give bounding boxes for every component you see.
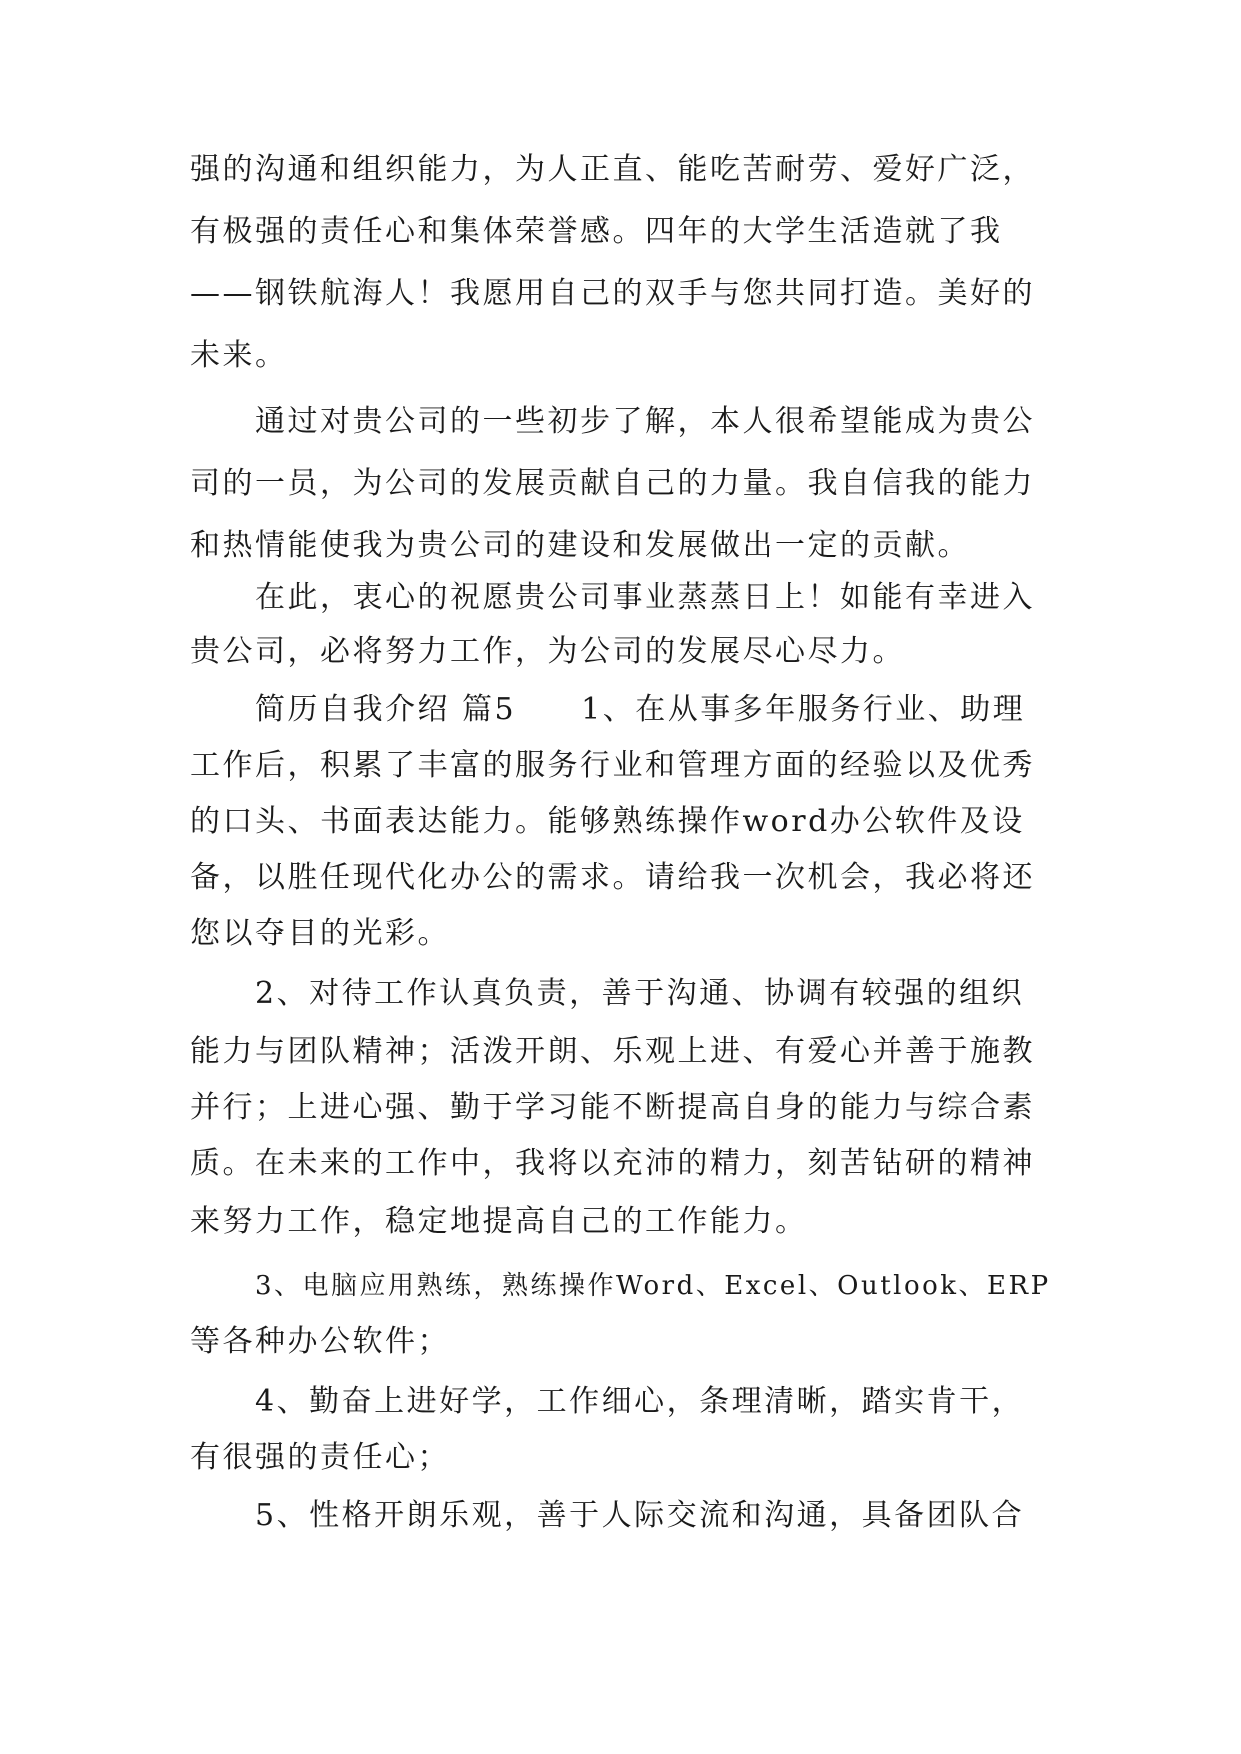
text-line: 2、对待工作认真负责，善于沟通、协调有较强的组织 bbox=[255, 976, 1025, 1011]
text-line: 和热情能使我为贵公司的建设和发展做出一定的贡献。 bbox=[190, 528, 970, 563]
text-line: 等各种办公软件； bbox=[190, 1324, 450, 1359]
text-line: 通过对贵公司的一些初步了解，本人很希望能成为贵公 bbox=[255, 404, 1035, 439]
text-line: 4、勤奋上进好学，工作细心，条理清晰，踏实肯干， bbox=[255, 1384, 1025, 1419]
text-line: 贵公司，必将努力工作，为公司的发展尽心尽力。 bbox=[190, 634, 905, 669]
text-line: 5、性格开朗乐观，善于人际交流和沟通，具备团队合 bbox=[255, 1498, 1025, 1533]
text-line: 未来。 bbox=[190, 338, 288, 373]
text-line: 3、电脑应用熟练，熟练操作Word、Excel、Outlook、ERP bbox=[255, 1271, 1051, 1301]
text-line: 的口头、书面表达能力。能够熟练操作word办公软件及设 bbox=[190, 804, 1025, 839]
text-line: 司的一员，为公司的发展贡献自己的力量。我自信我的能力 bbox=[190, 466, 1035, 501]
text-line: ——钢铁航海人！我愿用自己的双手与您共同打造。美好的 bbox=[190, 276, 1035, 311]
text-line: 您以夺目的光彩。 bbox=[190, 916, 450, 951]
text-line: 备，以胜任现代化办公的需求。请给我一次机会，我必将还 bbox=[190, 860, 1035, 895]
text-line: 有极强的责任心和集体荣誉感。四年的大学生活造就了我 bbox=[190, 214, 1003, 249]
text-line: 并行；上进心强、勤于学习能不断提高自身的能力与综合素 bbox=[190, 1090, 1035, 1125]
text-line: 有很强的责任心； bbox=[190, 1440, 450, 1475]
section-heading-line: 简历自我介绍 篇5 1、在从事多年服务行业、助理 bbox=[255, 692, 1026, 727]
text-line: 来努力工作，稳定地提高自己的工作能力。 bbox=[190, 1204, 808, 1239]
text-line: 工作后，积累了丰富的服务行业和管理方面的经验以及优秀 bbox=[190, 748, 1035, 783]
text-line: 能力与团队精神；活泼开朗、乐观上进、有爱心并善于施教 bbox=[190, 1034, 1035, 1069]
text-line: 强的沟通和组织能力，为人正直、能吃苦耐劳、爱好广泛， bbox=[190, 152, 1035, 187]
text-line: 质。在未来的工作中，我将以充沛的精力，刻苦钻研的精神 bbox=[190, 1146, 1035, 1181]
text-line: 在此，衷心的祝愿贵公司事业蒸蒸日上！如能有幸进入 bbox=[255, 580, 1035, 615]
